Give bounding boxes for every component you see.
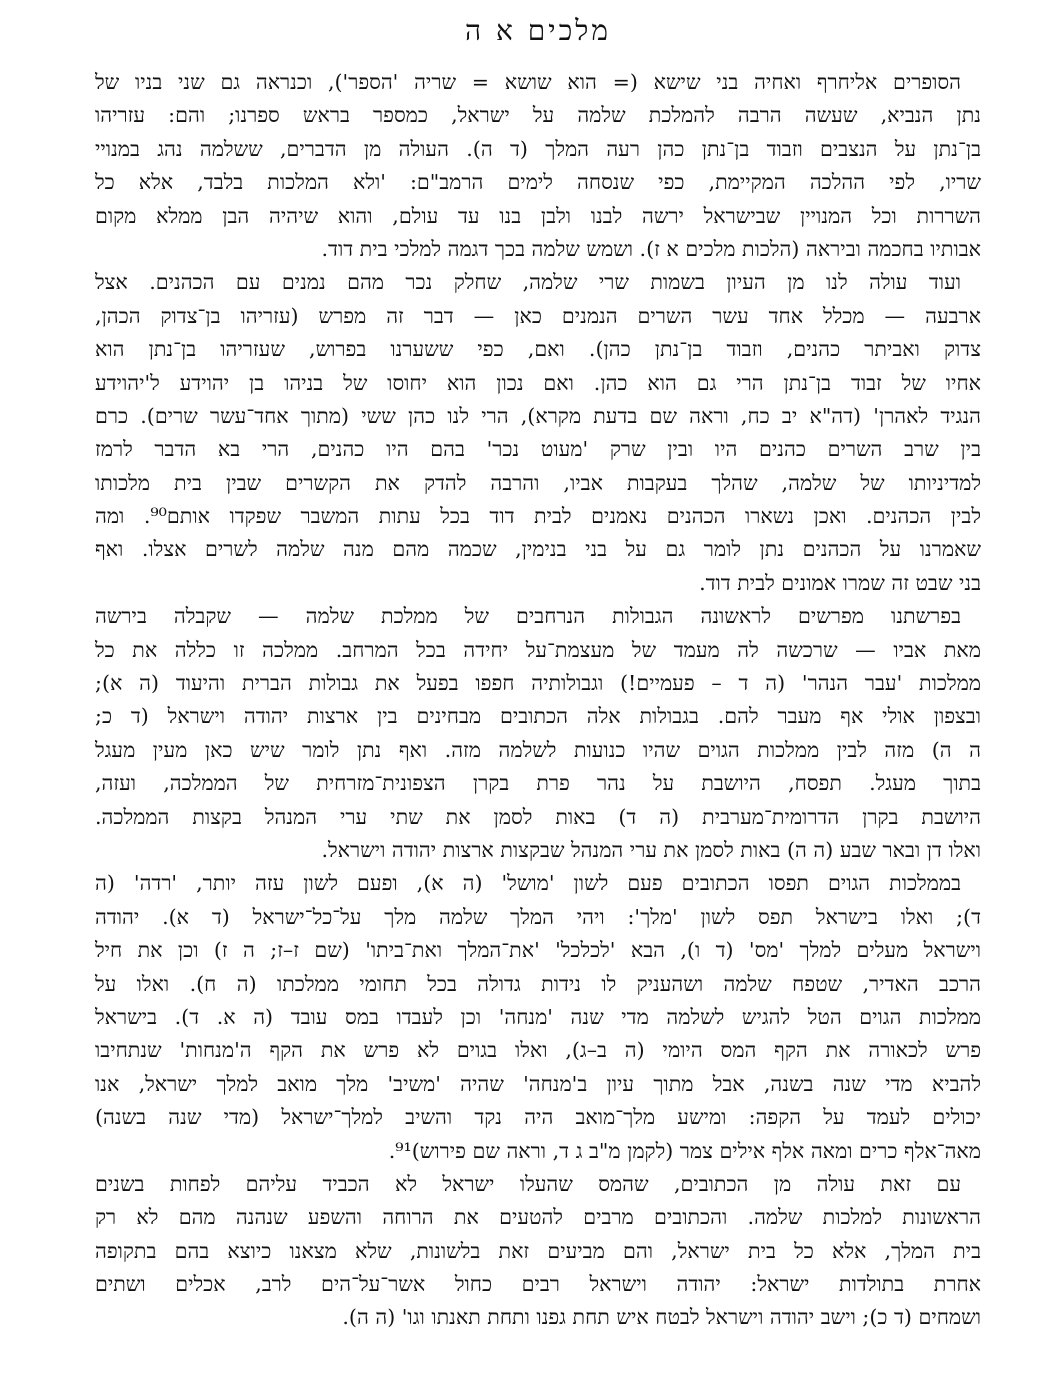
text-line: שריו, לפי ההלכה המקיימת, כפי שנסחה לימים הרמב"ם: 'ולא המלכות בלבד, אלא כל bbox=[95, 170, 981, 195]
text-line: הראשונות למלכות שלמה. והכתובים מרבים להטעים את הרוחה והשפע שנהנה מהם לא רק bbox=[95, 1205, 981, 1230]
text-line: בית המלך, אלא כל בית ישראל, והם מביעים זאת בלשונות, שלא מצאנו כיוצא בהם בתקופה bbox=[95, 1238, 981, 1263]
text-line: בממלכות הגוים תפסו הכתובים פעם לשון 'מושל' (ה א), ופעם לשון עזה יותר, 'רדה' (ה bbox=[95, 871, 961, 896]
text-line: ואלו דן ובאר שבע (ה ה) באות לסמן את ערי המנהל שבקצות ארצות יהודה וישראל. bbox=[321, 837, 981, 862]
text-line: בפרשתנו מפרשים לראשונה הגבולות הנרחבים של ממלכת שלמה — שקבלה בירשה bbox=[95, 604, 961, 629]
paragraph bbox=[95, 66, 981, 266]
text-line: אחרת בתולדות ישראל: יהודה וישראל רבים כחול אשר־על־הים לרב, אכלים ושתים bbox=[95, 1272, 981, 1297]
text-line: ועוד עולה לנו מן העיון בשמות שרי שלמה, שחלק נכר מהם נמנים עם הכהנים. אצל bbox=[95, 270, 961, 295]
text-line: היושבת בקרן הדרומית־מערבית (ה ד) באות לסמן את שתי ערי המנהל בקצות הממלכה. bbox=[95, 804, 981, 829]
paragraph bbox=[95, 600, 981, 867]
running-head: מלכים א ה bbox=[465, 14, 611, 47]
text-line: לבין הכהנים. ואכן נשארו הכהנים נאמנים לבית דוד בכל עתות המשבר שפקדו אותם⁹⁰. ומה bbox=[95, 504, 981, 529]
text-line: ממלכות 'עבר הנהר' (ה ד – פעמיים!) וגבולותיה חפפו בפעל את גבולות הברית והיעוד (ה א); bbox=[95, 671, 981, 696]
text-line: בין שרב השרים כהנים היו ובין שרק 'מעוט נכר' בהם היו כהנים, הרי בא הדבר לרמז bbox=[95, 437, 981, 462]
text-line: בתוך מעגל. תפסח, היושבת על נהר פרת בקרן הצפונית־מזרחית של הממלכה, ועזה, bbox=[95, 771, 981, 796]
paragraph bbox=[95, 867, 981, 1168]
text-line: ה ה) מזה לבין ממלכות הגוים שהיו כנועות לשלמה מזה. ואף נתן לומר שיש כאן מעין מעגל bbox=[95, 737, 981, 762]
text-line: השררות וכל המנויין שבישראל ירשה לבנו ולבן בנו עד עולם, והוא שיהיה הבן ממלא מקום bbox=[95, 203, 981, 228]
text-line: ממלכות הגוים הטל להגיש לשלמה מדי שנה 'מנחה' וכן לעבדו במס עובד (ה א. ד). בישראל bbox=[95, 1004, 981, 1029]
text-line: וישראל מעלים למלך 'מס' (ד ו), הבא 'לכלכל' 'את־המלך ואת־ביתו' (שם ז–ז; ה ז) וכן את חיל bbox=[95, 938, 981, 963]
text-line: בני שבט זה שמרו אמונים לבית דוד. bbox=[699, 570, 981, 595]
text-line: יכולים לעמד על הקפה: ומישע מלך־מואב היה נקד והשיב למלך־ישראל (מדי שנה בשנה) bbox=[95, 1105, 981, 1130]
text-line: פרש לכאורה את הקף המס היומי (ה ב–ג), ואלו בגוים לא פרש את הקף ה'מנחות' שנתחיבו bbox=[95, 1038, 981, 1063]
text-line: נתן הנביא, שעשה הרבה להמלכת שלמה על ישראל, כמספר בראש ספרנו; והם: עזריהו bbox=[95, 103, 981, 128]
text-line: ד); ואלו בישראל תפס לשון 'מלך': ויהי המלך שלמה מלך על־כל־ישראל (ד א). יהודה bbox=[95, 904, 981, 929]
text-line: ובצפון אולי אף מעבר להם. בגבולות אלה הכתובים מבחינים בין ארצות יהודה וישראל (ד כ; bbox=[95, 704, 981, 729]
text-line: הרכב האדיר, שטפח שלמה ושהעניק לו נידות גדולה בכל תחומי ממלכתו (ה ח). ואלו על bbox=[95, 971, 981, 996]
text-line: הנגיד לאהרן' (דה"א יב כח, וראה שם בדעת מקרא), הרי לנו כהן ששי (מתוך אחד־עשר שרים). כרם bbox=[95, 403, 981, 428]
text-line: להביא מדי שנה בשנה, אבל מתוך עיון ב'מנחה' שהיה 'משיב' מלך מואב למלך ישראל, אנו bbox=[95, 1071, 981, 1096]
text-line: ושמחים (ד כ); וישב יהודה וישראל לבטח איש תחת גפנו ותחת תאנתו וגו' (ה ה). bbox=[342, 1305, 981, 1330]
paragraph bbox=[95, 1168, 981, 1335]
text-line: למדיניותו של שלמה, שהלך בעקבות אביו, והרבה להדק את הקשרים שבין בית מלכותו bbox=[95, 470, 981, 495]
paragraph bbox=[95, 266, 981, 600]
text-line: מאה־אלף כרים ומאה אלף אילים צמר (לקמן מ"ב ג ד, וראה שם פירוש)⁹¹. bbox=[388, 1138, 981, 1163]
text-line: ארבעה — מכלל אחד עשר השרים הנמנים כאן — דבר זה מפרש (עזריהו בן־צדוק הכהן, bbox=[95, 303, 981, 328]
text-line: אבותיו בחכמה וביראה (הלכות מלכים א ז). ושמש שלמה בכך דגמה למלכי בית דוד. bbox=[321, 236, 981, 261]
body-text bbox=[95, 66, 981, 1335]
text-line: בן־נתן על הנצבים וזבוד בן־נתן כהן רעה המלך (ד ה). העולה מן הדברים, ששלמה נהג במנויי bbox=[95, 136, 981, 161]
text-line: עם זאת עולה מן הכתובים, שהמס שהעלו ישראל לא הכביד עליהם לפחות בשנים bbox=[95, 1171, 961, 1196]
text-line: הסופרים אליחרף ואחיה בני שישא (= הוא שושא = שריה 'הספר'), וכנראה גם שני בניו של bbox=[95, 70, 961, 94]
text-line: אחיו של זבוד בן־נתן הרי גם הוא כהן. ואם נכון הוא יחוסו של בניהו בן יהוידע ל'יהוידע bbox=[95, 370, 981, 395]
text-line: מאת אביו — שרכשה לה מעמד של מעצמת־על יחידה בכל המרחב. ממלכה זו כללה את כל bbox=[95, 637, 981, 662]
text-line: צדוק ואביתר כהנים, וזבוד בן־נתן כהן). ואם, כפי ששערנו בפרוש, שעזריהו בן־נתן הוא bbox=[95, 337, 981, 362]
text-line: שאמרנו על הכהנים נתן לומר גם על בני בנימין, שכמה מהם מנה שלמה לשרים אצלו. ואף bbox=[95, 537, 981, 562]
